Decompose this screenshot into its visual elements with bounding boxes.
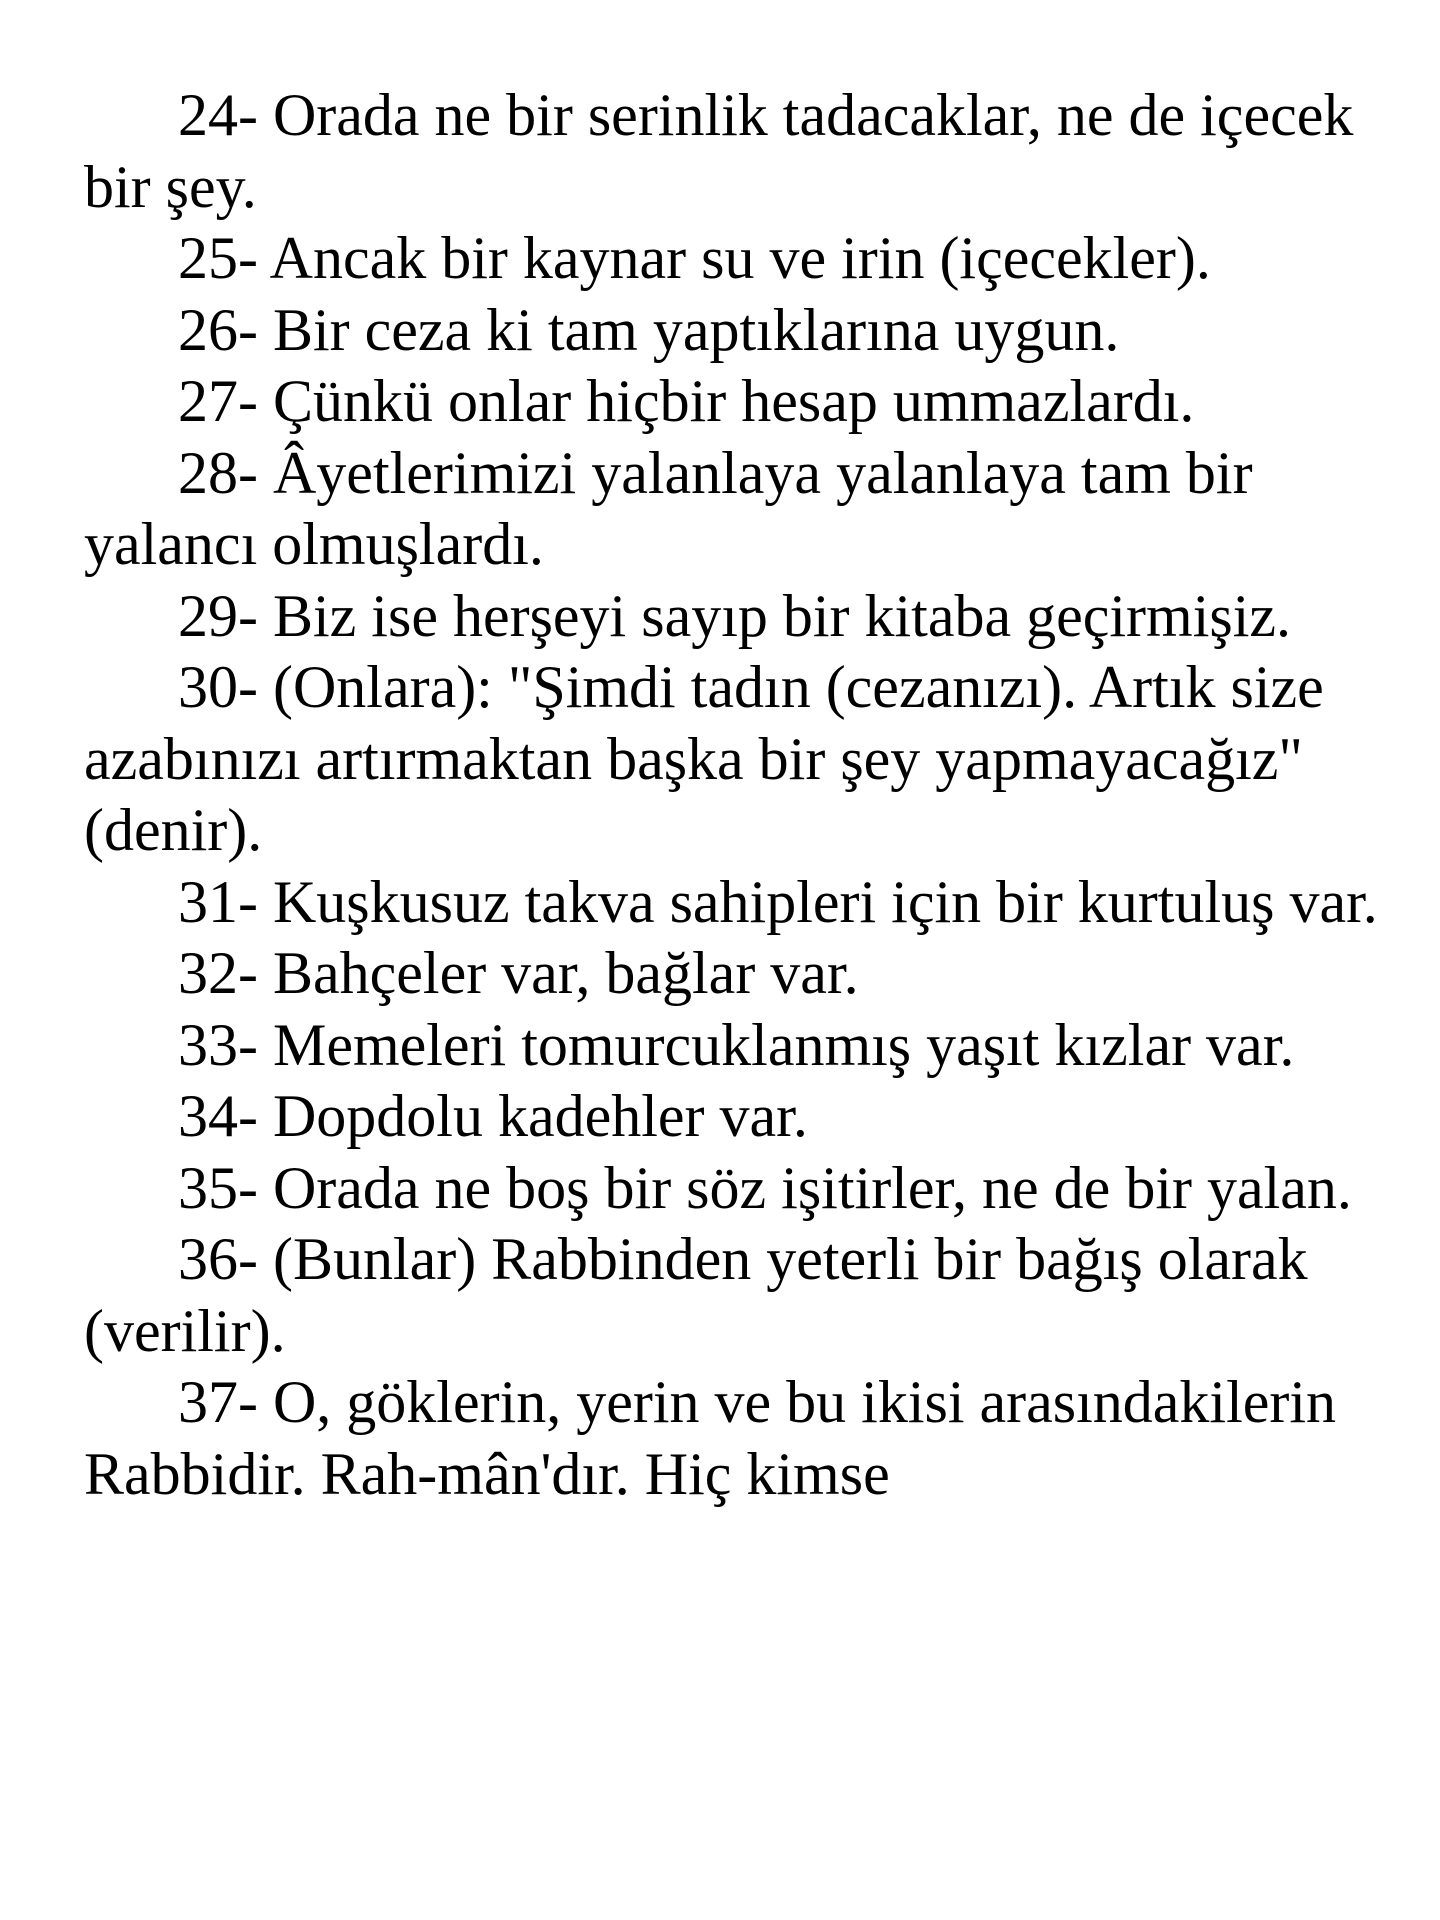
- verse-32: 32- Bahçeler var, bağlar var.: [178, 940, 859, 1006]
- verse-24: 24- Orada ne bir serinlik tadacaklar, ne de içecek bir şey.: [84, 82, 1354, 220]
- verse-29: 29- Biz ise herşeyi sayıp bir kitaba geçirmişiz.: [178, 582, 1292, 649]
- verse-25: 25- Ancak bir kaynar su ve irin (içecekler).: [178, 225, 1211, 291]
- verse-text-block: [84, 80, 1384, 1510]
- verse-36: 36- (Bunlar) Rabbinden yeterli bir bağış olarak (verilir).: [84, 1226, 1308, 1364]
- verse-37: 37- O, göklerin, yerin ve bu ikisi arasındakilerin Rabbidir. Rah-mân'dır. Hiç kimse: [84, 1369, 1337, 1507]
- verse-26: 26- Bir ceza ki tam yaptıklarına uygun.: [178, 296, 1120, 363]
- verse-30: 30- (Onlara): "Şimdi tadın (cezanızı). Artık size azabınızı artırmaktan başka bir şey yapmayacağız" (denir).: [84, 654, 1324, 863]
- verse-31: 31- Kuşkusuz takva sahipleri için bir kurtuluş var.: [178, 868, 1378, 935]
- verse-33: 33- Memeleri tomurcuklanmış yaşıt kızlar var.: [178, 1011, 1295, 1078]
- verse-27: 27- Çünkü onlar hiçbir hesap ummazlardı.: [178, 368, 1195, 434]
- verse-35: 35- Orada ne boş bir söz işitirler, ne de bir yalan.: [178, 1154, 1352, 1221]
- verse-28: 28- Âyetlerimizi yalanlaya yalanlaya tam bir yalancı olmuşlardı.: [84, 439, 1253, 577]
- verse-34: 34- Dopdolu kadehler var.: [178, 1083, 808, 1149]
